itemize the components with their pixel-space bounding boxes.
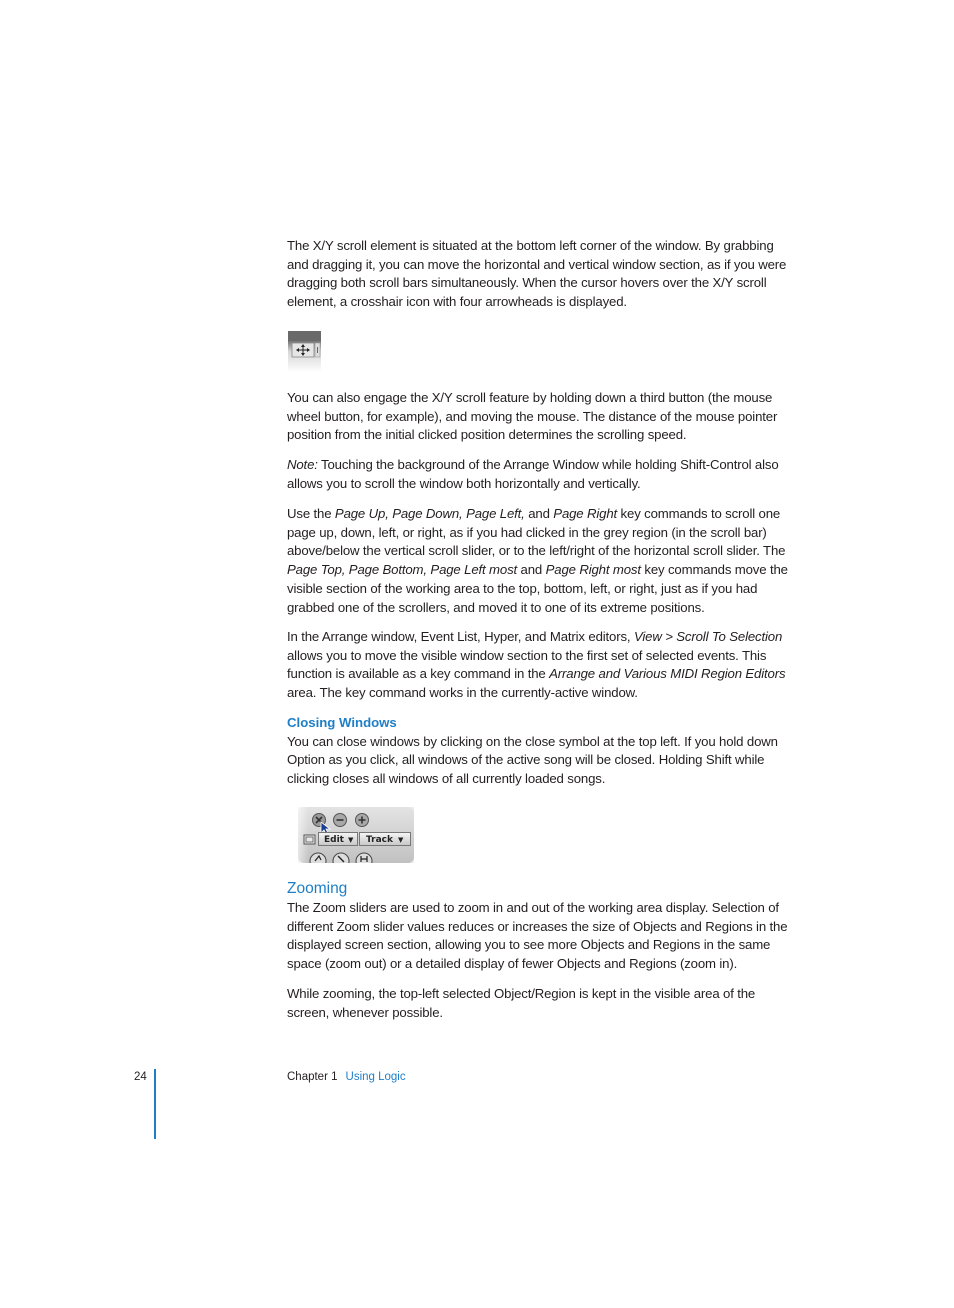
chapter-title-link[interactable]: Using Logic	[345, 1071, 406, 1083]
note-label: Note:	[287, 457, 318, 472]
zoom-icon[interactable]	[354, 812, 370, 828]
tool-buttons-row	[308, 851, 408, 863]
zooming-note-paragraph: While zooming, the top-left selected Object/Region is kept in the visible area of the screen, whenever possible.	[287, 986, 756, 1020]
footer-chapter	[287, 1071, 406, 1083]
crosshair-icon	[288, 331, 321, 372]
chevron-down-icon: ▼	[347, 836, 354, 844]
xy-scroll-screenshot	[288, 331, 321, 372]
close-buttons-screenshot	[290, 807, 414, 863]
page-keys-paragraph: Use the Page Up, Page Down, Page Left, and Page Right key commands to scroll one page up, down, left, or right, as if you had clicked in the grey region (in the scroll bar) above/below the vertical scroll slider, or to the left/right of the horizontal scroll slider. The Page Top, Page Bottom, Page Left most and Page Right most key commands move the visible section of the working area to the top, bottom, left, or right, just as if you had grabbed one of the scrollers, and moved it to one of its extreme positions.	[287, 506, 788, 615]
chevron-down-icon: ▼	[397, 836, 404, 844]
chapter-label: Chapter 1	[287, 1071, 338, 1083]
zooming-heading: Zooming	[287, 880, 348, 897]
page-number: 24	[134, 1071, 147, 1083]
zooming-text: The Zoom sliders are used to zoom in and out of the working area display. Selection of different Zoom slider values reduces or increases the size of Objects and Regions in the displayed screen section, allowing you to see more Objects and Regions in the same space (zoom out) or a detailed display of fewer Objects and Regions (zoom in).	[287, 900, 788, 972]
note-paragraph	[287, 456, 797, 493]
xy-scroll-paragraph: The X/Y scroll element is situated at the bottom left corner of the window. By grabbing and dragging it, you can move the horizontal and vertical window section, as if you were dragging both scroll bars simultaneously. When the cursor hovers over the X/Y scroll element, a crosshair icon with four arrowheads is displayed.	[287, 238, 787, 310]
scroll-to-selection-paragraph: In the Arrange window, Event List, Hyper, and Matrix editors, View > Scroll To Selection allows you to move the visible window section to the first set of selected events. This function is available as a key command in the Arrange and Various MIDI Region Editors area. The key command works in the currently-active window.	[287, 629, 786, 701]
track-menu-button[interactable]: Track ▼	[359, 832, 411, 846]
minimize-icon[interactable]	[332, 812, 348, 828]
closing-windows-text: You can close windows by clicking on the close symbol at the top left. If you hold down Option as you click, all windows of the active song will be closed. Holding Shift while clicking closes all windows of all currently loaded songs.	[287, 733, 778, 787]
note-text: Touching the background of the Arrange Window while holding Shift-Control also allows you to scroll the window both horizontally and vertically.	[287, 457, 779, 491]
footer-divider	[154, 1069, 156, 1139]
closing-windows-heading: Closing Windows	[287, 715, 397, 730]
edit-menu-button[interactable]: Edit ▼	[318, 832, 358, 846]
zooming-section	[287, 879, 797, 974]
third-button-paragraph: You can also engage the X/Y scroll feature by holding down a third button (the mouse wheel button, for example), and moving the mouse. The distance of the mouse pointer position from the initial clicked position determines the scrolling speed.	[287, 390, 778, 443]
closing-windows-section	[287, 714, 797, 789]
window-toggle-icon[interactable]	[303, 834, 316, 845]
